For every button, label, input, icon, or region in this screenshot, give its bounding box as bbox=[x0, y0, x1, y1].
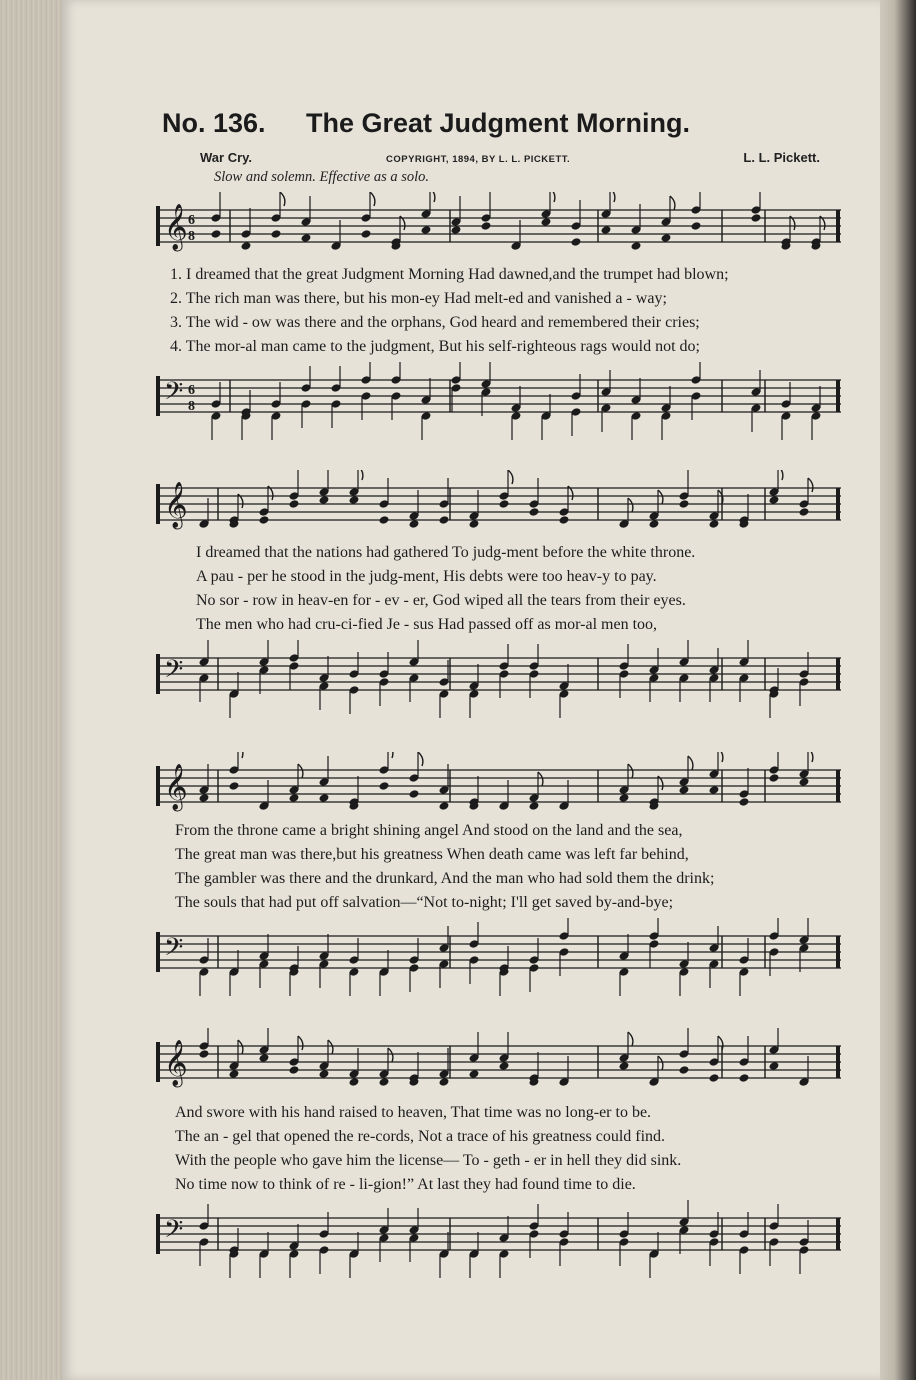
svg-text:𝄢: 𝄢 bbox=[164, 1215, 184, 1250]
svg-text:6: 6 bbox=[188, 383, 195, 398]
svg-text:𝄞: 𝄞 bbox=[164, 482, 188, 528]
lyric-line: 2. The rich man was there, but his mon-ey Had melt-ed and vanished a - way; bbox=[170, 290, 667, 307]
hymn-title: The Great Judgment Morning. bbox=[306, 108, 691, 138]
svg-text:8: 8 bbox=[188, 399, 195, 414]
bass-staff bbox=[150, 918, 845, 1000]
tempo-marking: Slow and solemn. Effective as a solo. bbox=[214, 169, 430, 185]
lyric-line: And swore with his hand raised to heaven, That time was no long-er to be. bbox=[175, 1104, 652, 1121]
lyric-line: No time now to think of re - li-gion!” At last they had found time to die. bbox=[175, 1176, 636, 1193]
tune-name: War Cry. bbox=[200, 150, 253, 165]
book-spine-edge bbox=[880, 0, 916, 1380]
bass-staff bbox=[150, 362, 845, 444]
treble-staff bbox=[150, 470, 845, 538]
book-page-edges bbox=[0, 0, 70, 1380]
svg-text:8: 8 bbox=[188, 229, 195, 244]
svg-text:𝄞: 𝄞 bbox=[164, 764, 188, 810]
svg-text:𝄢: 𝄢 bbox=[164, 933, 184, 968]
bass-staff bbox=[150, 1200, 845, 1282]
lyric-line: The gambler was there and the drunkard, And the man who had sold them the drink; bbox=[175, 870, 715, 887]
lyric-line: 3. The wid - ow was there and the orphans, God heard and remembered their cries; bbox=[170, 314, 700, 331]
lyric-line: 1. I dreamed that the great Judgment Morning Had dawned,and the trumpet had blown; bbox=[170, 266, 729, 283]
svg-text:𝄞: 𝄞 bbox=[164, 204, 188, 250]
lyric-line: A pau - per he stood in the judg-ment, His debts were too heav-y to pay. bbox=[196, 568, 657, 585]
treble-staff bbox=[150, 1028, 845, 1096]
svg-text:𝄢: 𝄢 bbox=[164, 377, 184, 412]
lyric-line: I dreamed that the nations had gathered To judg-ment before the white throne. bbox=[196, 544, 696, 561]
treble-staff bbox=[150, 752, 845, 820]
hymn-meta-row bbox=[200, 150, 820, 170]
hymn-number: No. 136. bbox=[162, 108, 266, 138]
hymn-header bbox=[162, 108, 862, 142]
composer-credit: L. L. Pickett. bbox=[743, 150, 820, 165]
lyric-line: 4. The mor-al man came to the judgment, But his self-righteous rags would not do; bbox=[170, 338, 700, 355]
lyric-line: With the people who gave him the license— To - geth - er in hell they did sink. bbox=[175, 1152, 682, 1169]
treble-staff bbox=[150, 192, 845, 260]
lyric-line: No sor - row in heav-en for - ev - er, God wiped all the tears from their eyes. bbox=[196, 592, 686, 609]
lyric-line: From the throne came a bright shining angel And stood on the land and the sea, bbox=[175, 822, 683, 839]
lyric-line: The souls that had put off salvation—“Not to-night; I'll get saved by-and-bye; bbox=[175, 894, 674, 911]
copyright-notice: COPYRIGHT, 1894, BY L. L. PICKETT. bbox=[386, 154, 571, 165]
lyric-line: The men who had cru-ci-fied Je - sus Had passed off as mor-al men too, bbox=[196, 616, 658, 633]
svg-text:𝄢: 𝄢 bbox=[164, 655, 184, 690]
bass-staff bbox=[150, 640, 845, 722]
svg-text:6: 6 bbox=[188, 213, 195, 228]
svg-text:𝄞: 𝄞 bbox=[164, 1040, 188, 1086]
lyric-line: The an - gel that opened the re-cords, Not a trace of his greatness could find. bbox=[175, 1128, 666, 1145]
lyric-line: The great man was there,but his greatness When death came was left far behind, bbox=[175, 846, 689, 863]
